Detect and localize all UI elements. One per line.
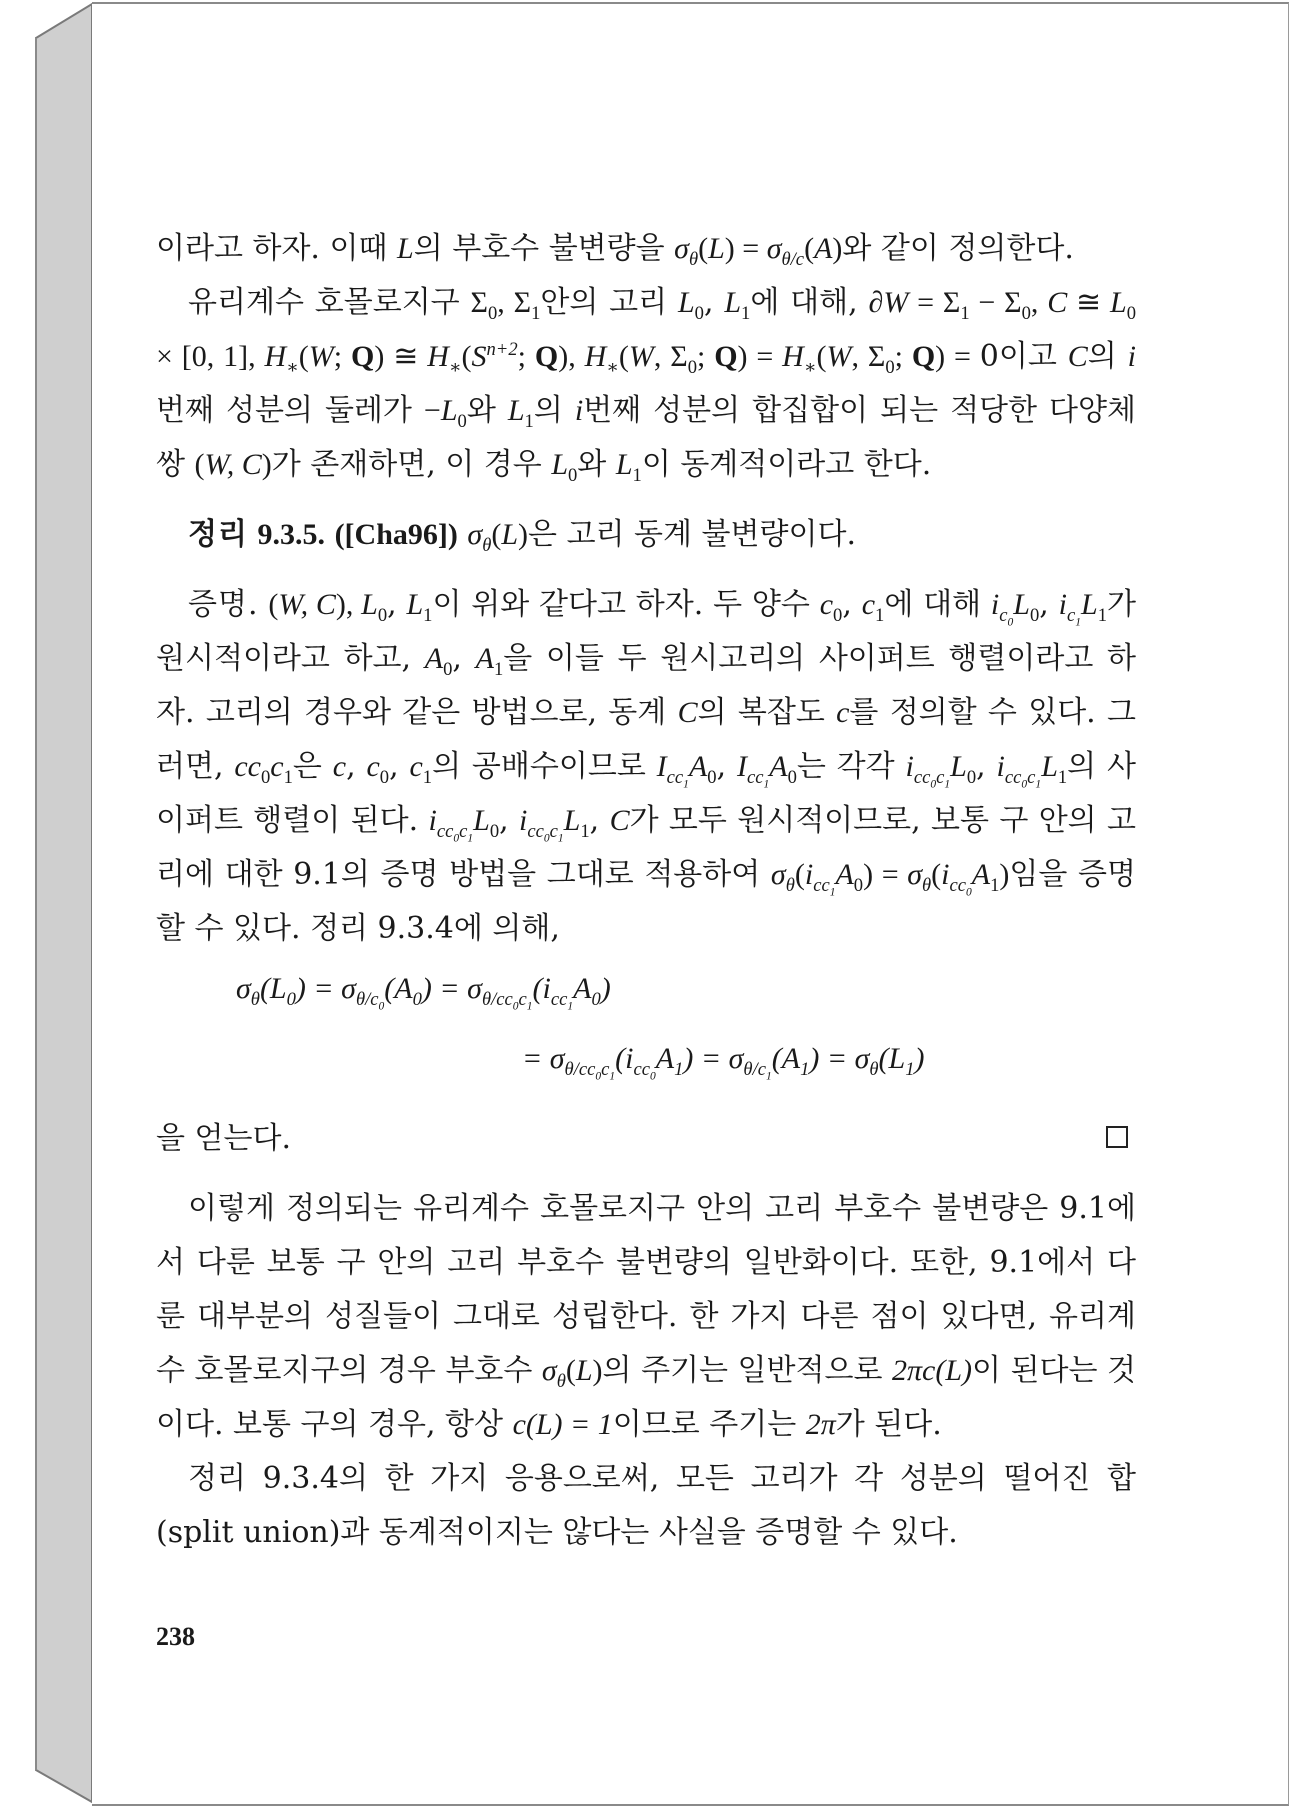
paragraph-generalization: 이렇게 정의되는 유리계수 호몰로지구 안의 고리 부호수 불변량은 9.1에서 다룬 보통 구 안의 고리 부호수 불변량의 일반화이다. 또한, 9.1에서 다룬 대부분의 성질들이 그대로 성립한다. 한 가지 다른 점이 있다면, 유리계수 호몰로지구의 경우 부호수 $\sigma_\theta(L)$의 주기는 일반적으로 2πc(L)이 된다는 것이다. 보통 구의 경우, 항상 c(L) = 1이므로 주기는 2π가 된다. — [156, 1191, 1136, 1442]
paragraph-definition: 이라고 하자. 이때 L의 부호수 불변량을 $\sigma_\theta(L) = \sigma_{\theta/c}(A)$와 같이 정의한다. — [156, 231, 1074, 270]
theorem-9-3-5: 정리 9.3.5. ([Cha96]) $\sigma_\theta(L)$은 고리 동계 불변량이다. — [188, 517, 856, 556]
page-number: 238 — [156, 1622, 195, 1651]
equation-line-2: = $\sigma_{\theta/cc_0c_1}(i_{cc_0}A_1) = \sigma_{\theta/c_1}(A_1) = \sigma_\theta(L_1)$ — [522, 1042, 925, 1083]
paragraph-application: 정리 9.3.4의 한 가지 응용으로써, 모든 고리가 각 성분의 떨어진 합(split union)과 동계적이지는 않다는 사실을 증명할 수 있다. — [156, 1461, 1136, 1550]
display-equation — [156, 962, 1136, 1112]
qed-box-icon — [1106, 1126, 1128, 1148]
proof-end-line: 을 얻는다. — [156, 1112, 1136, 1166]
equation-line-1: $\sigma_\theta(L_0) = \sigma_{\theta/c_0}(A_0) = \sigma_{\theta/cc_0c_1}(i_{cc_1}A_0)$ — [236, 972, 611, 1013]
proof: 증명. (W, C), $L_0$, $L_1$이 위와 같다고 하자. 두 양수 $c_0$, $c_1$에 대해 $i_{c_0}L_0$, $i_{c_1}L_1$가 원시적이라고 하고, $A_0$, $A_1$을 이들 두 원시고리의 사이퍼트 행렬이라고 하자. 고리의 경우와 같은 방법으로, 동계 C의 복잡도 c를 정의할 수 있다. 그러면, $cc_0c_1$은 c, $c_0$, $c_1$의 공배수이므로 $I_{cc_1}A_0$, $I_{cc_1}A_0$는 각각 $i_{cc_0c_1}L_0$, $i_{cc_0c_1}L_1$의 사이퍼트 행렬이 된다. $i_{cc_0c_1}L_0$, $i_{cc_0c_1}L_1$, C가 모두 원시적이므로, 보통 구 안의 고리에 대한 9.1의 증명 방법을 그대로 적용하여 $\sigma_\theta(i_{cc_1}A_0) = \sigma_\theta(i_{cc_0}A_1)$임을 증명할 수 있다. 정리 9.3.4에 의해, — [156, 587, 1137, 946]
paragraph-concordance-definition: 유리계수 호몰로지구 $\Sigma_0$, $\Sigma_1$안의 고리 $L_0$, $L_1$에 대해, $\partial W = \Sigma_1 - \Sigma_0$, C ≅ $L_0 \times [0$, 1], $H_∗(W$; Q) ≅ $H_∗(S^{n+2}$; Q), $H_∗(W$, $\Sigma_0$; $Q) = H_∗(W$, $\Sigma_0$; Q) = 0이고 C의 i번째 성분의 둘레가 $-L_0$와 $L_1$의 i번째 성분의 합집합이 되는 적당한 다양체쌍 (W, C)가 존재하면, 이 경우 $L_0$와 $L_1$이 동계적이라고 한다. — [156, 285, 1136, 486]
page-body — [156, 222, 1136, 1560]
